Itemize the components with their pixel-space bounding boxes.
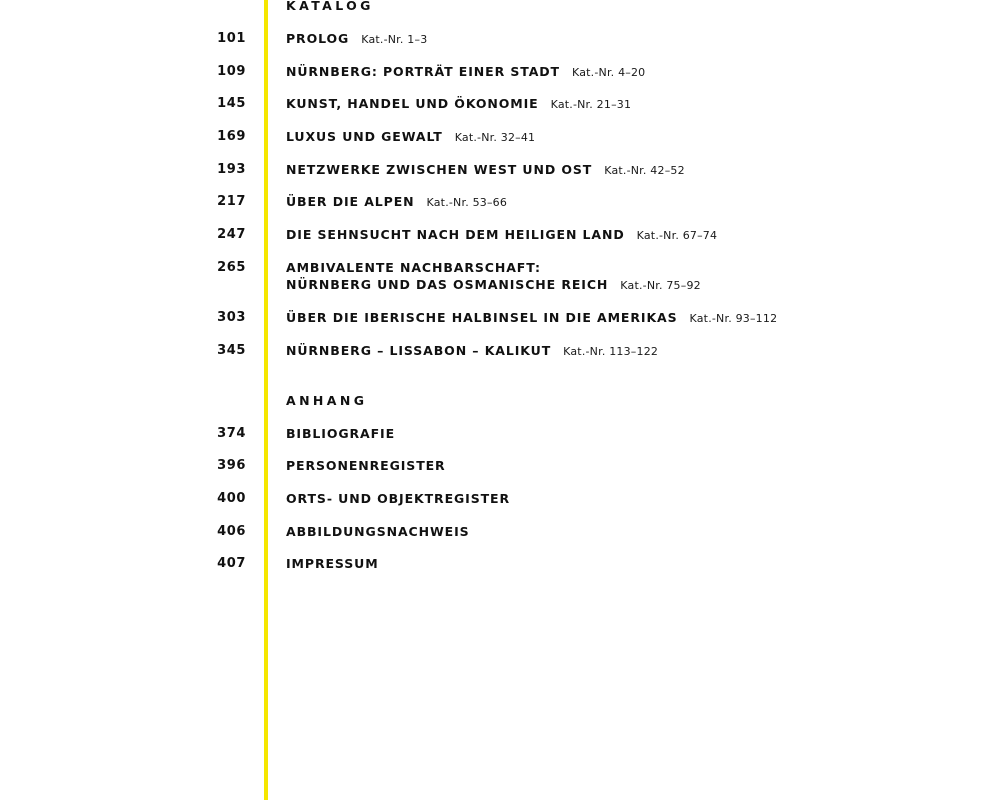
entry-text bbox=[286, 64, 645, 81]
entry-catalog-ref: Kat.-Nr. 113–122 bbox=[563, 345, 659, 358]
entry-catalog-ref: Kat.-Nr. 32–41 bbox=[454, 131, 536, 144]
entry-title: KUNST, HANDEL UND ÖKONOMIE bbox=[286, 96, 539, 111]
entry-title: BIBLIOGRAFIE bbox=[286, 426, 396, 441]
page-number: 396 bbox=[217, 458, 246, 473]
toc-entry-netzwerke[interactable] bbox=[0, 162, 1000, 196]
page-number: 406 bbox=[217, 524, 246, 539]
entry-title: NÜRNBERG – LISSABON – KALIKUT bbox=[286, 343, 552, 358]
entry-catalog-ref: Kat.-Nr. 42–52 bbox=[604, 164, 685, 177]
page-number: 345 bbox=[217, 343, 246, 358]
page-number: 145 bbox=[217, 96, 246, 111]
entry-title: NÜRNBERG: PORTRÄT EINER STADT bbox=[286, 64, 560, 79]
toc-entry-nuernberg-portraet[interactable] bbox=[0, 64, 1000, 98]
entry-text bbox=[286, 129, 535, 146]
toc-entry-abbildungsnachweis[interactable] bbox=[0, 524, 1000, 558]
toc-entry-kunst-handel[interactable] bbox=[0, 96, 1000, 130]
page-number: 374 bbox=[217, 426, 246, 441]
entry-text bbox=[286, 458, 446, 474]
entry-catalog-ref: Kat.-Nr. 93–112 bbox=[689, 312, 778, 325]
page-number: 193 bbox=[217, 162, 246, 177]
entry-title: PERSONENREGISTER bbox=[286, 458, 446, 473]
entry-catalog-ref: Kat.-Nr. 75–92 bbox=[620, 279, 701, 292]
page-number: 303 bbox=[217, 310, 246, 325]
toc-entry-impressum[interactable] bbox=[0, 556, 1000, 590]
entry-title: ÜBER DIE ALPEN bbox=[286, 194, 415, 209]
toc-entry-ueber-die-alpen[interactable] bbox=[0, 194, 1000, 228]
entry-title: NÜRNBERG UND DAS OSMANISCHE REICH bbox=[286, 277, 609, 292]
toc-entry-heiliges-land[interactable] bbox=[0, 227, 1000, 261]
page-number: 101 bbox=[217, 31, 246, 46]
entry-title-line-2-wrapper bbox=[286, 277, 701, 294]
entry-catalog-ref: Kat.-Nr. 67–74 bbox=[636, 229, 718, 242]
entry-text bbox=[286, 260, 701, 294]
entry-text bbox=[286, 426, 395, 442]
entry-text bbox=[286, 524, 470, 540]
entry-title: NETZWERKE ZWISCHEN WEST UND OST bbox=[286, 162, 593, 177]
toc-entry-bibliografie[interactable] bbox=[0, 426, 1000, 460]
toc-entry-iberische-halbinsel[interactable] bbox=[0, 310, 1000, 344]
page-number: 169 bbox=[217, 129, 246, 144]
entry-title: DIE SEHNSUCHT NACH DEM HEILIGEN LAND bbox=[286, 227, 625, 242]
entry-catalog-ref: Kat.-Nr. 21–31 bbox=[550, 98, 632, 111]
entry-text bbox=[286, 194, 507, 211]
page-number: 217 bbox=[217, 194, 246, 209]
entry-text bbox=[286, 162, 685, 179]
page-number: 407 bbox=[217, 556, 246, 571]
entry-catalog-ref: Kat.-Nr. 53–66 bbox=[426, 196, 508, 209]
toc-entry-lissabon-kalikut[interactable] bbox=[0, 343, 1000, 377]
toc-entry-personenregister[interactable] bbox=[0, 458, 1000, 492]
entry-text bbox=[286, 310, 777, 327]
entry-text bbox=[286, 96, 631, 113]
entry-catalog-ref: Kat.-Nr. 4–20 bbox=[572, 66, 646, 79]
toc-entry-luxus-gewalt[interactable] bbox=[0, 129, 1000, 163]
entry-title: ORTS- UND OBJEKTREGISTER bbox=[286, 491, 511, 506]
toc-entry-orts-objektregister[interactable] bbox=[0, 491, 1000, 525]
entry-title: IMPRESSUM bbox=[286, 556, 379, 571]
entry-text bbox=[286, 491, 510, 507]
entry-title: LUXUS UND GEWALT bbox=[286, 129, 443, 144]
entry-title-line-1: AMBIVALENTE NACHBARSCHAFT: bbox=[286, 260, 541, 275]
page-number: 400 bbox=[217, 491, 246, 506]
toc-entry-prolog[interactable] bbox=[0, 31, 1000, 65]
entry-text bbox=[286, 31, 427, 48]
toc-entry-ambivalente-nachbarschaft[interactable] bbox=[0, 260, 1000, 310]
page-number: 109 bbox=[217, 64, 246, 79]
entry-title: ABBILDUNGSNACHWEIS bbox=[286, 524, 470, 539]
entry-text bbox=[286, 227, 717, 244]
section-heading-anhang: ANHANG bbox=[286, 393, 368, 408]
entry-title: ÜBER DIE IBERISCHE HALBINSEL IN DIE AMERIKAS bbox=[286, 310, 678, 325]
entry-text bbox=[286, 556, 379, 572]
entry-text bbox=[286, 343, 658, 360]
page-number: 265 bbox=[217, 260, 246, 275]
page-number: 247 bbox=[217, 227, 246, 242]
section-heading-katalog: KATALOG bbox=[286, 0, 374, 13]
entry-title: PROLOG bbox=[286, 31, 350, 46]
entry-catalog-ref: Kat.-Nr. 1–3 bbox=[361, 33, 428, 46]
